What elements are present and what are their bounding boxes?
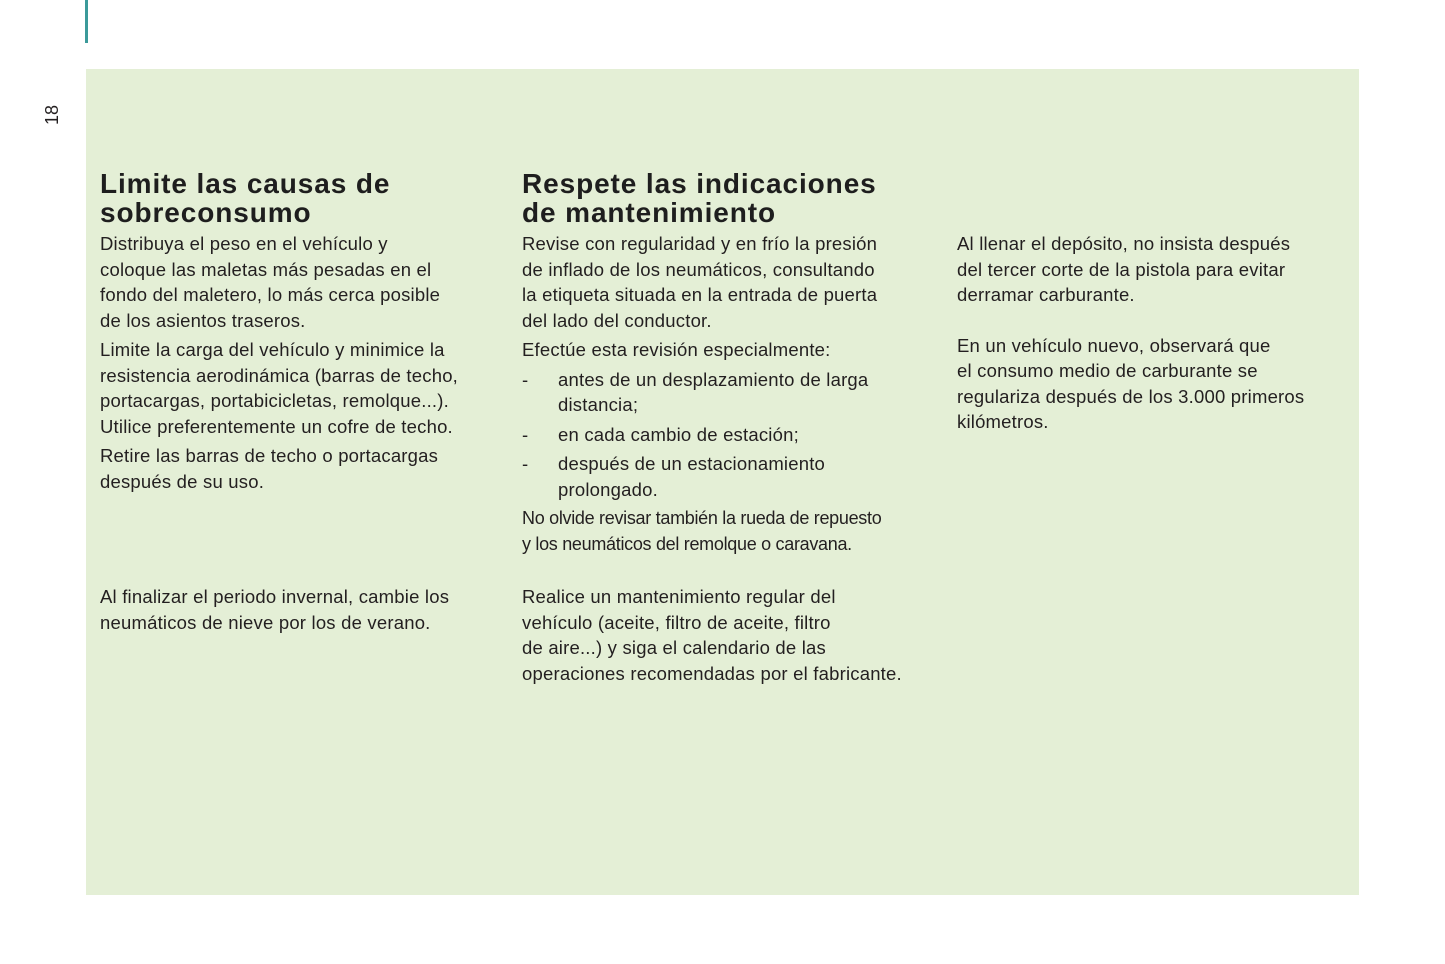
list-item: - en cada cambio de estación; <box>522 423 799 445</box>
check-list <box>522 367 932 503</box>
paragraph-refuelling: Al llenar el depósito, no insista después del tercer corte de la pistola para evitar derramar carburante. <box>957 233 1291 305</box>
paragraph-winter-tyres: Al finalizar el periodo invernal, cambie los neumáticos de nieve por los de verano. <box>100 586 450 633</box>
column-maintenance <box>522 168 932 684</box>
content-panel <box>86 69 1359 895</box>
paragraph-limit-load: Limite la carga del vehículo y minimice la resistencia aerodinámica (barras de techo, portacargas, portabicicletas, remolque...). Utilice preferentemente un cofre de techo. <box>100 339 459 437</box>
paragraph-spare-wheel: No olvide revisar también la rueda de repuesto y los neumáticos del remolque o caravana. <box>522 508 882 554</box>
column-reduce-consumption <box>100 168 500 633</box>
section-title-reduce-consumption: Limite las causas de sobreconsumo <box>100 168 391 228</box>
column-refuelling <box>957 231 1347 435</box>
paragraph-regular-maintenance: Realice un mantenimiento regular del vehículo (aceite, filtro de aceite, filtro de aire...) y siga el calendario de las operaciones recomendadas por el fabricante. <box>522 586 902 684</box>
paragraph-remove-roof-bars: Retire las barras de techo o portacargas después de su uso. <box>100 445 439 492</box>
list-item: - después de un estacionamiento prolongado. <box>522 453 826 500</box>
list-item: - antes de un desplazamiento de larga distancia; <box>522 368 869 415</box>
accent-bar <box>85 0 88 43</box>
page-number: 18 <box>42 104 62 126</box>
paragraph-tyre-pressure: Revise con regularidad y en frío la presión de inflado de los neumáticos, consultando la etiqueta situada en la entrada de puerta del lado del conductor. <box>522 233 878 331</box>
paragraph-new-vehicle-consumption: En un vehículo nuevo, observará que el consumo medio de carburante se regulariza después de los 3.000 primeros kilómetros. <box>957 334 1305 432</box>
paragraph-weight-distribution: Distribuya el peso en el vehículo y coloque las maletas más pesadas en el fondo del maletero, lo más cerca posible de los asientos traseros. <box>100 233 441 331</box>
paragraph-check-when: Efectúe esta revisión especialmente: <box>522 339 831 360</box>
section-title-maintenance: Respete las indicaciones de mantenimiento <box>522 168 877 228</box>
